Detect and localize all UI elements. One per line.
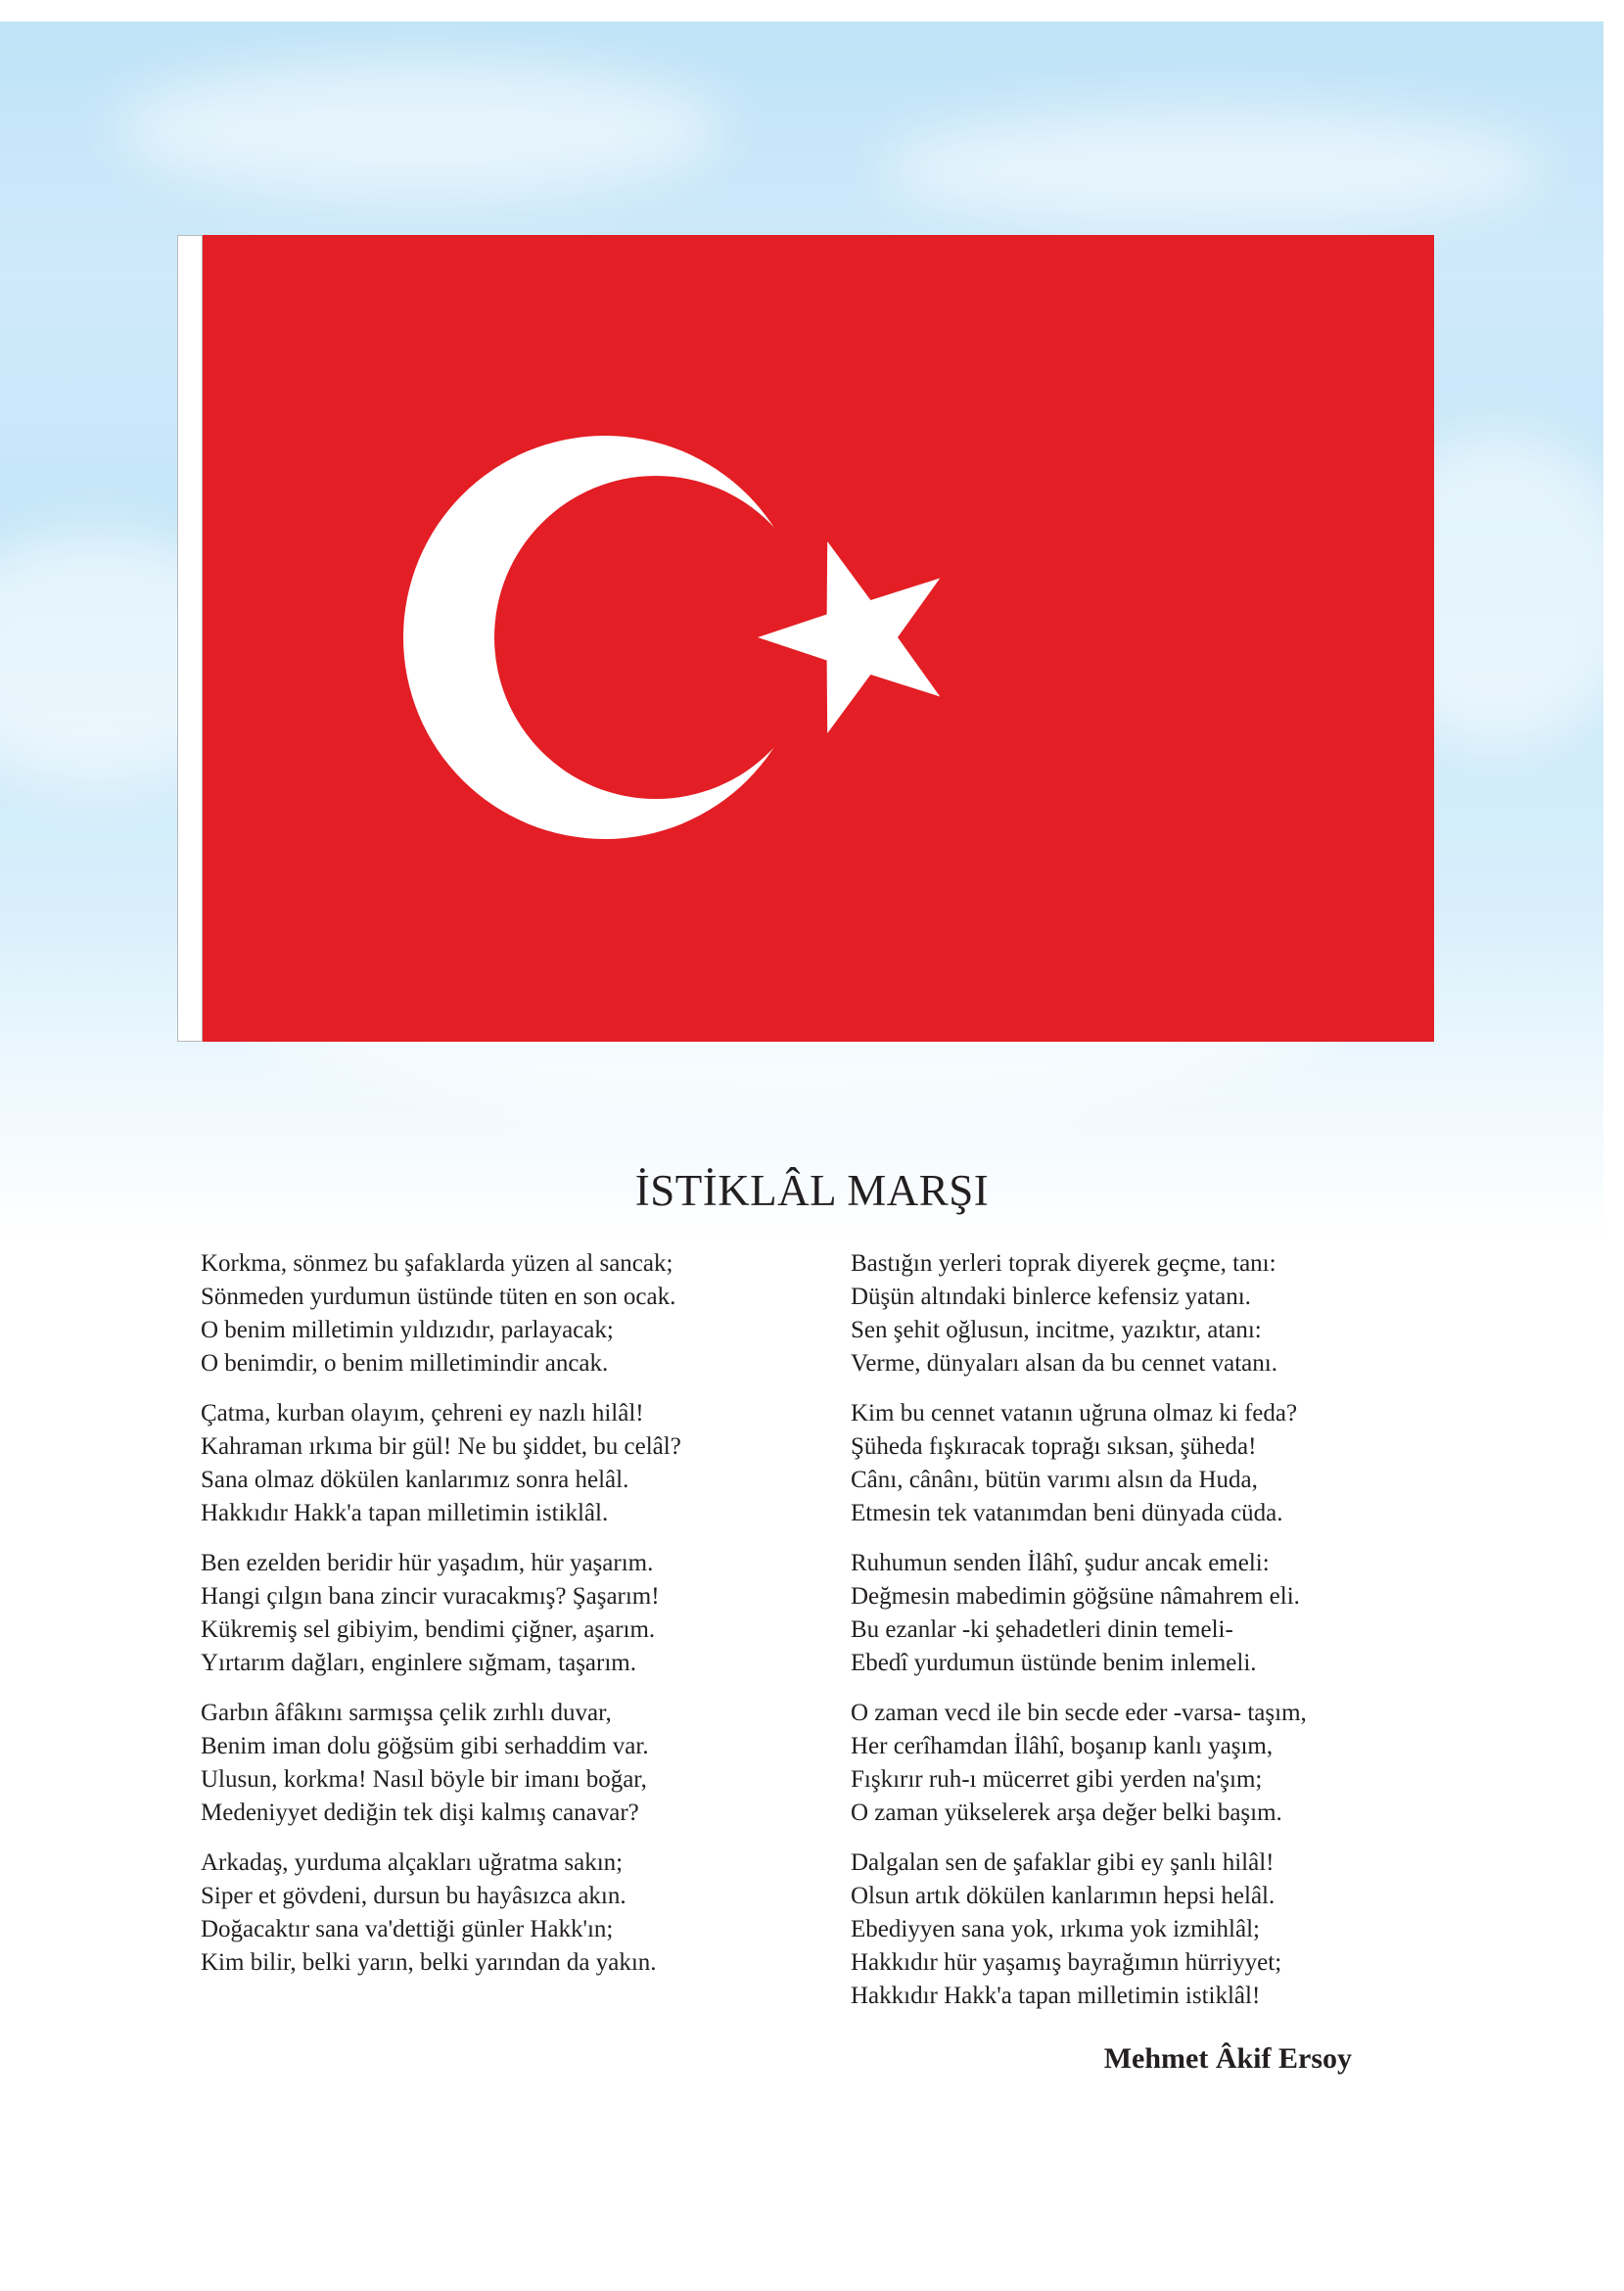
poem-line: Bastığın yerleri toprak diyerek geçme, tanı: [851, 1250, 1276, 1277]
poem-line: Cânı, cânânı, bütün varımı alsın da Huda, [851, 1467, 1258, 1493]
poem-line: Olsun artık dökülen kanlarımın hepsi helâl. [851, 1883, 1276, 1909]
poem-line: Şüheda fışkıracak toprağı sıksan, şüheda! [851, 1433, 1257, 1460]
poem-line: Garbın âfâkını sarmışsa çelik zırhlı duvar, [201, 1700, 612, 1726]
poem-line: Yırtarım dağları, enginlere sığmam, taşarım. [201, 1650, 636, 1676]
poem-line: O benimdir, o benim milletimindir ancak. [201, 1350, 609, 1377]
poem-stanza [201, 1847, 681, 1980]
poem-line: Dalgalan sen de şafaklar gibi ey şanlı hilâl! [851, 1849, 1275, 1876]
poem-line: Kim bu cennet vatanın uğruna olmaz ki feda? [851, 1400, 1298, 1426]
poem-line: O zaman yükselerek arşa değer belki başım. [851, 1800, 1282, 1826]
poem-line: Kahraman ırkıma bir gül! Ne bu şiddet, bu celâl? [201, 1433, 681, 1460]
poem-stanza [851, 1247, 1307, 1380]
poem-line: Ebediyyen sana yok, ırkıma yok izmihlâl; [851, 1916, 1260, 1942]
poem-stanza [201, 1247, 681, 1380]
poem-line: Ebedî yurdumun üstünde benim inlemeli. [851, 1650, 1257, 1676]
poem-line: Sen şehit oğlusun, incitme, yazıktır, atanı: [851, 1317, 1262, 1343]
poem-column-right [851, 1247, 1307, 2030]
poem-line: Doğacaktır sana va'dettiği günler Hakk'ın; [201, 1916, 614, 1942]
poem-line: Arkadaş, yurduma alçakları uğratma sakın; [201, 1849, 624, 1876]
poem-stanza [851, 1697, 1307, 1830]
poem-title: İSTİKLÂL MARŞI [634, 1166, 990, 1215]
poem-stanza [201, 1397, 681, 1530]
poem-line: Bu ezanlar -ki şehadetleri dinin temeli- [851, 1616, 1233, 1643]
poem-line: Siper et gövdeni, dursun bu hayâsızca akın. [201, 1883, 626, 1909]
poem-line: Fışkırır ruh-ı mücerret gibi yerden na'şım; [851, 1766, 1263, 1793]
poem-line: Medeniyyet dediğin tek dişi kalmış canavar? [201, 1800, 639, 1826]
poem-line: Hakkıdır hür yaşamış bayrağımın hürriyyet; [851, 1949, 1282, 1976]
poem-line: Çatma, kurban olayım, çehreni ey nazlı hilâl! [201, 1400, 644, 1426]
poem-line: Benim iman dolu göğsüm gibi serhaddim var. [201, 1733, 649, 1759]
poem-line: Hakkıdır Hakk'a tapan milletimin istiklâl. [201, 1500, 609, 1526]
poem-column-left [201, 1247, 681, 1996]
poem-line: Ruhumun senden İlâhî, şudur ancak emeli: [851, 1550, 1270, 1576]
turkish-flag [177, 235, 1434, 1042]
poem-line: Verme, dünyaları alsan da bu cennet vatanı. [851, 1350, 1277, 1377]
poem-stanza [851, 1847, 1307, 2013]
poem-line: Hangi çılgın bana zincir vuracakmış? Şaşarım! [201, 1583, 660, 1610]
poem-stanza [201, 1547, 681, 1680]
poem-stanza [201, 1697, 681, 1830]
poem-line: Sana olmaz dökülen kanlarımız sonra helâl. [201, 1467, 629, 1493]
poem-stanza [851, 1397, 1307, 1530]
poem-line: Her cerîhamdan İlâhî, boşanıp kanlı yaşım, [851, 1733, 1274, 1759]
poem-line: Kükremiş sel gibiyim, bendimi çiğner, aşarım. [201, 1616, 656, 1643]
poem-line: O benim milletimin yıldızıdır, parlayacak; [201, 1317, 614, 1343]
poem-line: Değmesin mabedimin göğsüne nâmahrem eli. [851, 1583, 1300, 1610]
poem-line: Etmesin tek vatanımdan beni dünyada cüda. [851, 1500, 1283, 1526]
poem-line: Ulusun, korkma! Nasıl böyle bir imanı boğar, [201, 1766, 647, 1793]
poem-line: Düşün altındaki binlerce kefensiz yatanı. [851, 1284, 1251, 1310]
cloud [117, 61, 724, 198]
cloud [881, 110, 1547, 227]
flag-field [203, 235, 1434, 1042]
poem-line: O zaman vecd ile bin secde eder -varsa- taşım, [851, 1700, 1307, 1726]
poem-line: Hakkıdır Hakk'a tapan milletimin istiklâl! [851, 1983, 1261, 2009]
flag-hoist-strip [177, 235, 203, 1042]
poem-line: Kim bilir, belki yarın, belki yarından da yakın. [201, 1949, 657, 1976]
poem-author: Mehmet Âkif Ersoy [1103, 2042, 1352, 2075]
poem-stanza [851, 1547, 1307, 1680]
poem-line: Sönmeden yurdumun üstünde tüten en son ocak. [201, 1284, 676, 1310]
poem-line: Ben ezelden beridir hür yaşadım, hür yaşarım. [201, 1550, 654, 1576]
poem-line: Korkma, sönmez bu şafaklarda yüzen al sancak; [201, 1250, 673, 1277]
